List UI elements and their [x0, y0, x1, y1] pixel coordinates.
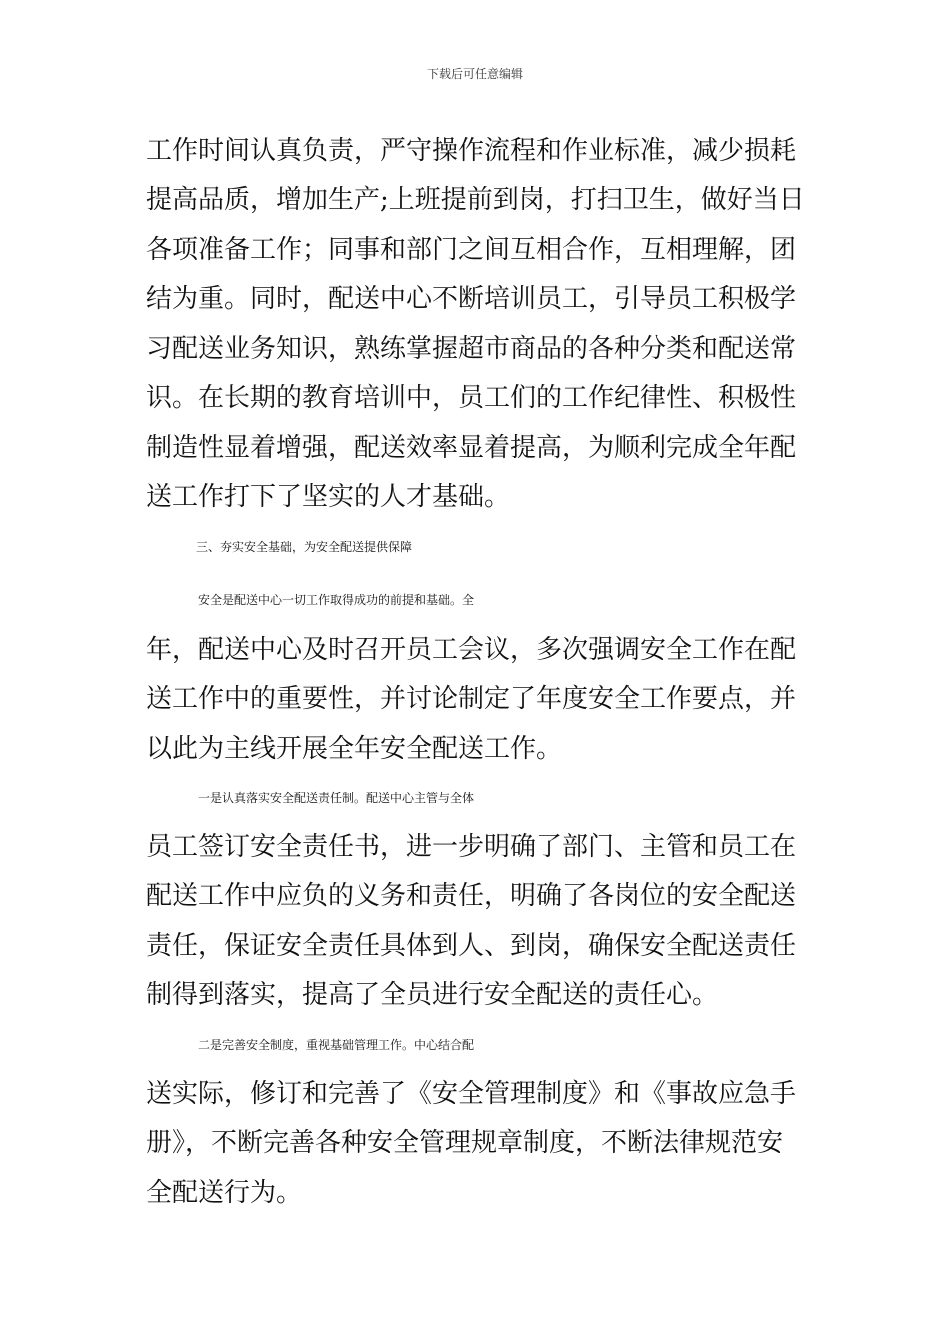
body-line: 年，配送中心及时召开员工会议，多次强调安全工作在配 [146, 635, 797, 665]
section-heading: 三、夯实安全基础，为安全配送提供保障 [196, 540, 413, 554]
page-header: 下载后可任意编辑 [426, 67, 523, 81]
body-line: 各项准备工作；同事和部门之间互相合作，互相理解，团 [146, 235, 797, 265]
body-line: 员工签订安全责任书，进一步明确了部门、主管和员工在 [146, 832, 797, 862]
body-line: 册》，不断完善各种安全管理规章制度，不断法律规范安 [146, 1128, 784, 1158]
body-line: 以此为主线开展全年安全配送工作。 [146, 734, 563, 764]
paragraph-first-line: 二是完善安全制度，重视基础管理工作。中心结合配 [198, 1038, 475, 1052]
body-line: 结为重。同时，配送中心不断培训员工，引导员工积极学 [146, 284, 797, 314]
body-line: 责任，保证安全责任具体到人、到岗，确保安全配送责任 [146, 931, 797, 961]
body-line: 习配送业务知识，熟练掌握超市商品的各种分类和配送常 [146, 334, 797, 364]
body-line: 送实际，修订和完善了《安全管理制度》和《事故应急手 [146, 1079, 797, 1109]
body-line: 工作时间认真负责，严守操作流程和作业标准，减少损耗 [146, 136, 797, 166]
body-line: 全配送行为。 [146, 1178, 303, 1208]
body-line: 制得到落实，提高了全员进行安全配送的责任心。 [146, 980, 719, 1010]
body-line: 制造性显着增强，配送效率显着提高，为顺利完成全年配 [146, 433, 797, 463]
body-line: 配送工作中应负的义务和责任，明确了各岗位的安全配送 [146, 881, 797, 911]
body-line: 提高品质，增加生产;上班提前到岗，打扫卫生，做好当日 [146, 185, 805, 215]
body-line: 送工作中的重要性，并讨论制定了年度安全工作要点，并 [146, 684, 797, 714]
paragraph-first-line: 安全是配送中心一切工作取得成功的前提和基础。全 [198, 593, 475, 607]
paragraph-first-line: 一是认真落实安全配送责任制。配送中心主管与全体 [198, 791, 475, 805]
body-line: 识。在长期的教育培训中，员工们的工作纪律性、积极性 [146, 383, 797, 413]
body-line: 送工作打下了坚实的人才基础。 [146, 482, 511, 512]
